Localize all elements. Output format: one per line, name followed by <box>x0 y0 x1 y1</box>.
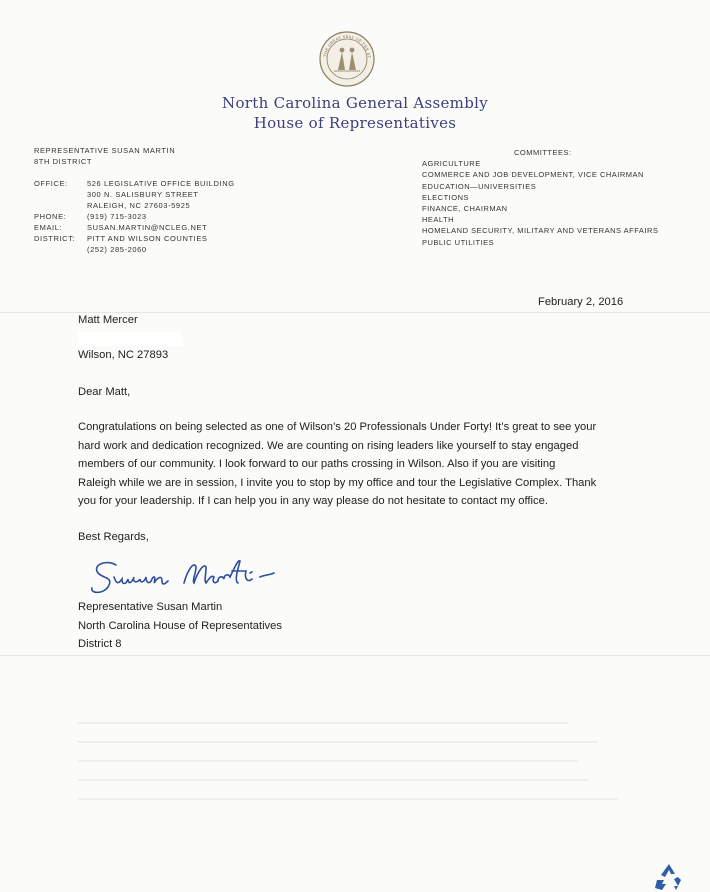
org-chamber: House of Representatives <box>253 114 457 132</box>
body-line: Raleigh while we are in session, I invite you to stop by my office and tour the Legislative Complex. Thank <box>78 476 597 489</box>
letter-date: February 2, 2016 <box>538 296 624 308</box>
detail-value: (252) 285-2060 <box>87 245 147 254</box>
detail-value: 526 LEGISLATIVE OFFICE BUILDING <box>87 179 235 188</box>
salutation: Dear Matt, <box>78 386 131 398</box>
email-value: SUSAN.MARTIN@NCLEG.NET <box>87 223 208 232</box>
signature-office: North Carolina House of Representatives <box>78 619 282 632</box>
committees-list <box>422 148 658 249</box>
committees-heading: COMMITTEES: <box>514 148 572 157</box>
handwritten-signature <box>88 555 288 600</box>
closing: Best Regards, <box>78 531 149 543</box>
show-through-line <box>78 760 578 762</box>
recycle-icon <box>652 862 686 892</box>
body-line: Congratulations on being selected as one of Wilson’s 20 Professionals Under Forty! It’s great to see your <box>78 421 597 433</box>
committee-item: HOMELAND SECURITY, MILITARY AND VETERANS AFFAIRS <box>422 226 659 236</box>
show-through-line <box>78 798 618 800</box>
org-name: North Carolina General Assembly <box>222 94 488 112</box>
detail-value: RALEIGH, NC 27603-5925 <box>87 201 191 210</box>
committee-item: ELECTIONS <box>422 192 470 202</box>
signature-block <box>78 598 282 654</box>
body-line: hard work and dedication recognized. We are counting on rising leaders like yourself to stay engaged <box>78 439 579 452</box>
sender-district: 8TH DISTRICT <box>34 157 93 166</box>
redacted-address <box>78 332 182 346</box>
recipient-city: Wilson, NC 27893 <box>78 349 169 361</box>
seal-text: THE GREAT SEAL OF THE ST <box>323 34 372 59</box>
detail-label: EMAIL: <box>34 223 63 232</box>
body-line: members of our community. I look forward to our paths crossing in Wilson. Also if you are visiting <box>78 458 556 470</box>
sender-title: REPRESENTATIVE SUSAN MARTIN <box>34 146 176 155</box>
detail-value: (919) 715-3023 <box>87 212 147 221</box>
detail-label: OFFICE: <box>34 179 68 188</box>
signature-name: Representative Susan Martin <box>78 601 223 613</box>
committee-item: COMMERCE AND JOB DEVELOPMENT, VICE CHAIRMAN <box>422 170 644 180</box>
committee-item: FINANCE, CHAIRMAN <box>422 203 508 213</box>
recipient-name: Matt Mercer <box>78 314 138 326</box>
detail-value: 300 N. SALISBURY STREET <box>87 190 199 199</box>
committee-item: EDUCATION—UNIVERSITIES <box>422 181 537 191</box>
show-through-line <box>78 779 588 781</box>
show-through-line <box>78 722 568 724</box>
body-line: you for your leadership. If I can help you in any way please do not hesitate to contact my office. <box>78 495 548 507</box>
show-through-line <box>78 741 598 743</box>
signature-district: District 8 <box>78 638 122 650</box>
committee-item: PUBLIC UTILITIES <box>422 237 495 247</box>
letter-body <box>78 418 596 511</box>
detail-value: PITT AND WILSON COUNTIES <box>87 234 208 243</box>
detail-label: PHONE: <box>34 212 67 221</box>
fold-line <box>0 655 710 656</box>
detail-label: DISTRICT: <box>34 234 76 243</box>
state-seal-icon <box>318 30 376 88</box>
committee-item: AGRICULTURE <box>422 159 481 169</box>
committee-item: HEALTH <box>422 215 455 225</box>
